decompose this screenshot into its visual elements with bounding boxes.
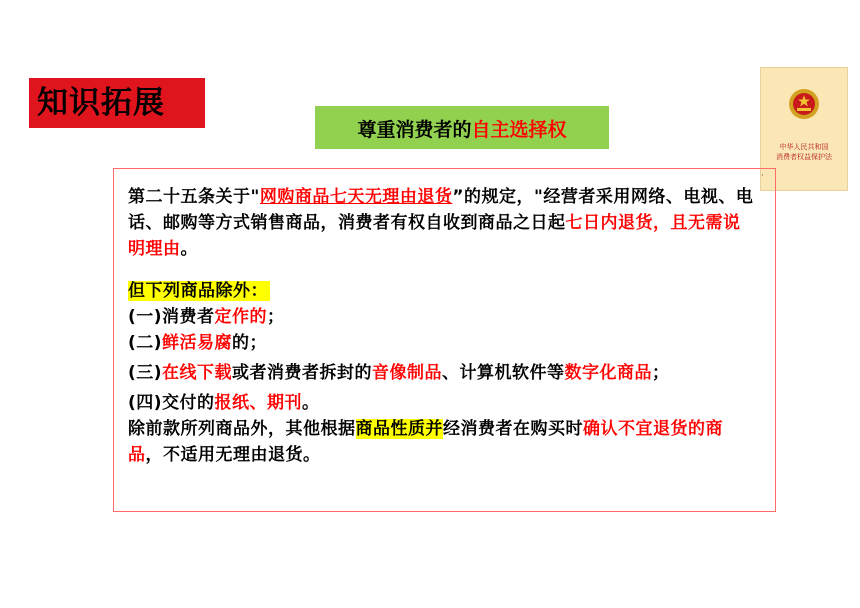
section-tag: 知识拓展	[29, 78, 205, 128]
book-title-line1: 中华人民共和国	[779, 143, 829, 151]
item3-f: 数字化商品	[564, 363, 653, 383]
item3-g: ；	[652, 363, 670, 383]
item2-a: (二)	[128, 333, 163, 353]
banner-highlight: 自主选择权	[471, 119, 567, 141]
final-e: ，不适用无理由退货。	[145, 445, 321, 465]
book-title-line2: 消费者权益保护法	[776, 153, 832, 161]
para1-highlight-rule: 网购商品七天无理由退货	[259, 187, 453, 207]
final-paragraph	[128, 416, 754, 468]
item3-c: 或者消费者拆封的	[232, 363, 373, 383]
book-title	[761, 142, 847, 162]
final-c: 经消费者在购买时	[443, 419, 583, 439]
item4-b: 报纸、期刊	[214, 393, 303, 413]
exceptions-heading-text: 但下列商品除外：	[128, 281, 268, 301]
final-d: 确认不宜退货的商品	[128, 419, 723, 465]
para1-highlight-return: 七日内退货，且无需说明理由	[128, 213, 741, 259]
item2-b: 鲜活易腐	[162, 333, 233, 353]
content-body	[128, 184, 754, 468]
item4-c: 。	[302, 393, 320, 413]
exception-item-1	[128, 304, 754, 330]
item1-c: ；	[267, 307, 285, 327]
item4-a: (四)交付的	[128, 393, 215, 413]
exception-item-4	[128, 390, 754, 416]
item3-e: 、计算机软件等	[442, 363, 565, 383]
item2-c: 的；	[232, 333, 268, 353]
item1-b: 定作的	[214, 307, 268, 327]
national-emblem-icon	[788, 88, 820, 120]
exception-item-3	[128, 360, 754, 386]
para1-text-a: 第二十五条关于"	[128, 187, 260, 207]
item3-b: 在线下载	[162, 363, 233, 383]
item3-a: (三)	[128, 363, 163, 383]
banner-text: 尊重消费者的	[357, 119, 472, 141]
final-b: 商品性质并	[355, 419, 443, 439]
book-dot: ·	[761, 171, 764, 180]
exceptions-heading	[128, 278, 754, 304]
final-a: 除前款所列商品外，其他根据	[128, 419, 356, 439]
item3-d: 音像制品	[372, 363, 443, 383]
para1-text-c: ”的规定，"经营者采用网络、电视、电话、邮购等方式销售商品，消费者有权自收到商品之日起	[128, 187, 754, 233]
item1-a: (一)消费者	[128, 307, 215, 327]
para1-text-e: 。	[180, 239, 198, 259]
topic-banner	[315, 106, 609, 149]
exception-item-2	[128, 330, 754, 356]
article-paragraph	[128, 184, 754, 262]
